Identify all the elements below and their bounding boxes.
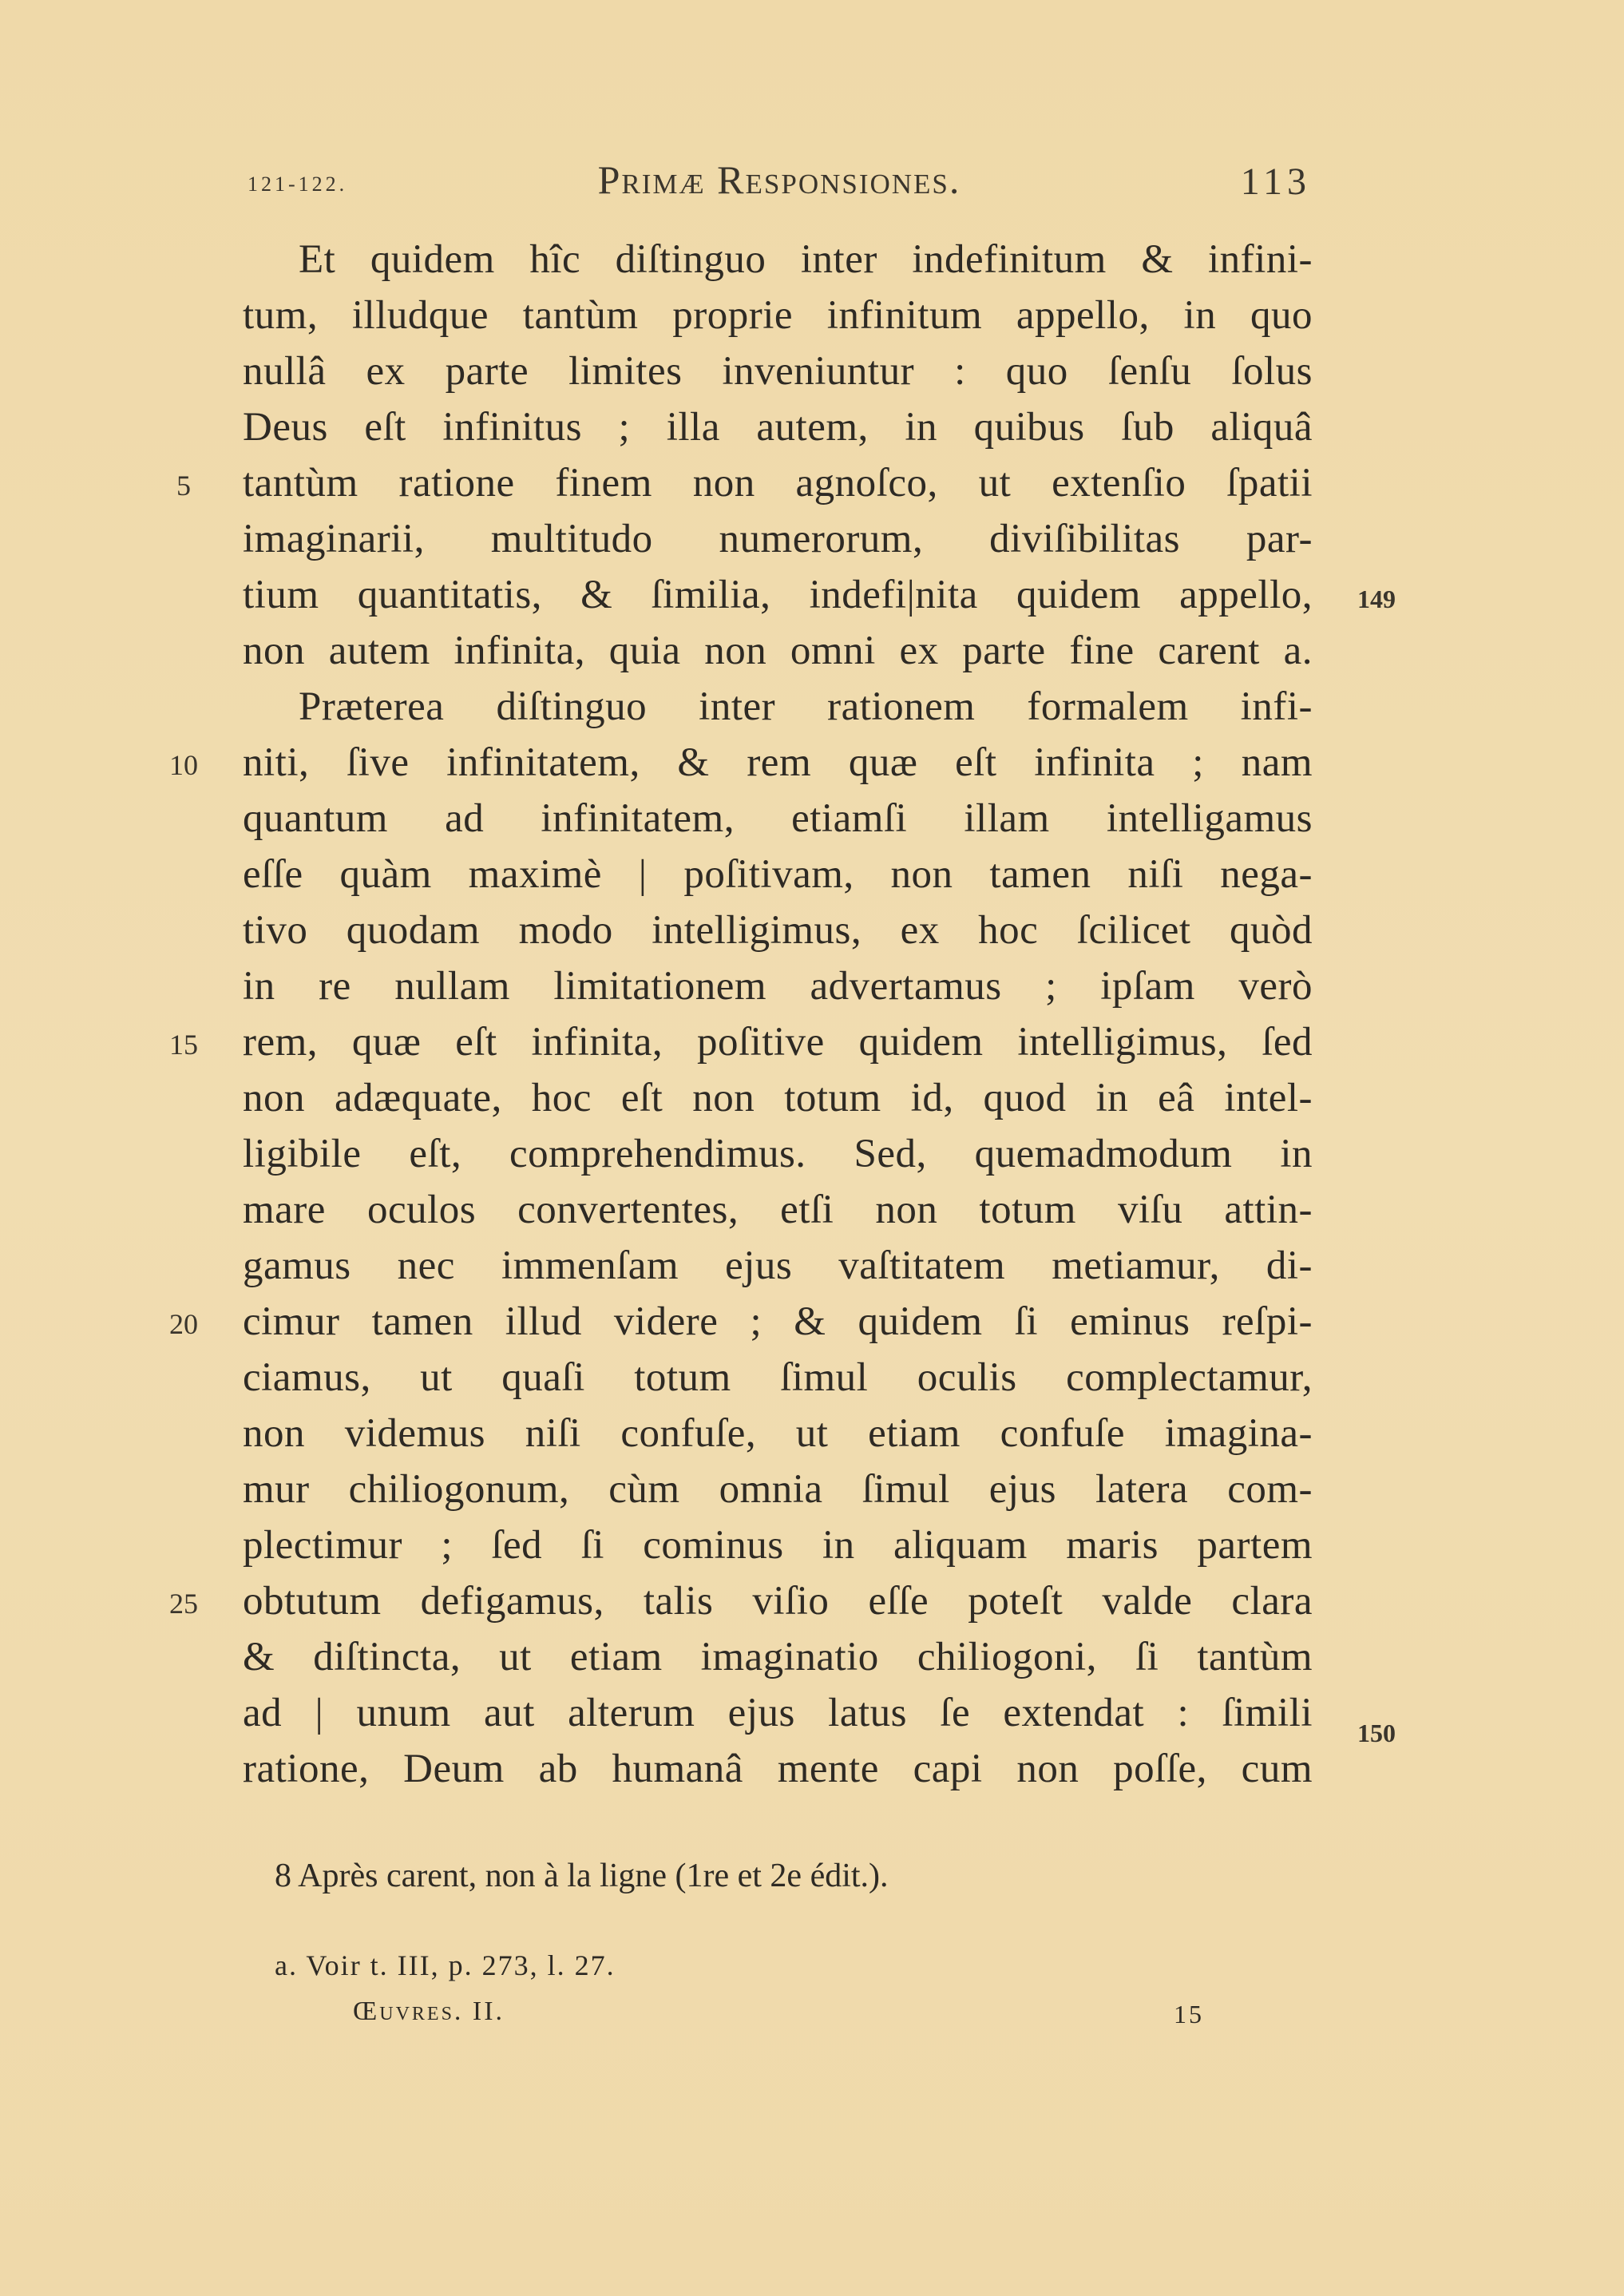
text-line: imaginarii, multitudo numerorum, diviſibilitas par- [243, 517, 1313, 561]
text-line: mur chiliogonum, cùm omnia ſimul ejus latera com- [243, 1467, 1313, 1512]
signature-mark: Œuvres. II. [353, 1997, 505, 2026]
header-page-number: 113 [1240, 161, 1311, 203]
header-title: Primæ Responsiones. [597, 157, 961, 202]
header-page-range: 121-122. [248, 172, 348, 196]
text-line: obtutum defigamus, talis viſio eſſe poteſt valde clara [243, 1579, 1313, 1624]
text-line: non autem infinita, quia non omni ex parte fine carent a. [243, 629, 1313, 673]
text-line: plectimur ; ſed ſi cominus in aliquam maris partem [243, 1523, 1313, 1568]
text-line: ciamus, ut quaſi totum ſimul oculis complectamur, [243, 1355, 1313, 1400]
text-line: Deus eſt infinitus ; illa autem, in quibus ſub aliquâ [243, 405, 1313, 450]
text-line: ratione, Deum ab humanâ mente capi non poſſe, cum [243, 1747, 1313, 1791]
line-number: 25 [169, 1588, 198, 1620]
text-line: & diſtincta, ut etiam imaginatio chiliogoni, ſi tantùm [243, 1635, 1313, 1679]
body-text [243, 232, 1313, 1797]
text-line: in re nullam limitationem advertamus ; ipſam verò [243, 964, 1313, 1009]
text-line: tantùm ratione finem non agnoſco, ut extenſio ſpatii [243, 461, 1313, 506]
text-line: gamus nec immenſam ejus vaſtitatem metiamur, di- [243, 1243, 1313, 1288]
margin-page-reference: 150 [1357, 1719, 1396, 1747]
text-line: ad | unum aut alterum ejus latus ſe extendat : ſimili [243, 1691, 1313, 1735]
signature-number: 15 [1174, 2000, 1204, 2028]
text-line: ligibile eſt, comprehendimus. Sed, quemadmodum in [243, 1132, 1313, 1176]
text-line: non videmus niſi confuſe, ut etiam confuſe imagina- [243, 1411, 1313, 1456]
text-line: non adæquate, hoc eſt non totum id, quod in eâ intel- [243, 1076, 1313, 1120]
text-line: rem, quæ eſt infinita, poſitive quidem intelligimus, ſed [243, 1020, 1313, 1065]
text-line: Et quidem hîc diſtinguo inter indefinitum & infini- [299, 237, 1313, 282]
line-number: 15 [169, 1029, 198, 1061]
text-line: tivo quodam modo intelligimus, ex hoc ſcilicet quòd [243, 908, 1313, 953]
text-line: Præterea diſtinguo inter rationem formalem infi- [299, 684, 1313, 729]
text-line: tum, illudque tantùm proprie infinitum appello, in quo [243, 293, 1313, 338]
running-header [240, 157, 1319, 212]
text-line: niti, ſive infinitatem, & rem quæ eſt infinita ; nam [243, 740, 1313, 785]
line-number: 10 [169, 749, 198, 781]
variant-footnote: 8 Après carent, non à la ligne (1re et 2e édit.). [275, 1858, 889, 1894]
line-number: 20 [169, 1308, 198, 1340]
text-line: cimur tamen illud videre ; & quidem ſi eminus reſpi- [243, 1299, 1313, 1344]
text-line: tium quantitatis, & ſimilia, indefi|nita quidem appello, [243, 573, 1313, 617]
text-line: mare oculos convertentes, etſi non totum viſu attin- [243, 1188, 1313, 1232]
text-line: eſſe quàm maximè | poſitivam, non tamen niſi nega- [243, 852, 1313, 897]
text-line: quantum ad infinitatem, etiamſi illam intelligamus [243, 796, 1313, 841]
text-line: nullâ ex parte limites inveniuntur : quo ſenſu ſolus [243, 349, 1313, 394]
margin-page-reference: 149 [1357, 585, 1396, 613]
editorial-note: a. Voir t. III, p. 273, l. 27. [275, 1949, 616, 1981]
line-number: 5 [176, 470, 191, 502]
